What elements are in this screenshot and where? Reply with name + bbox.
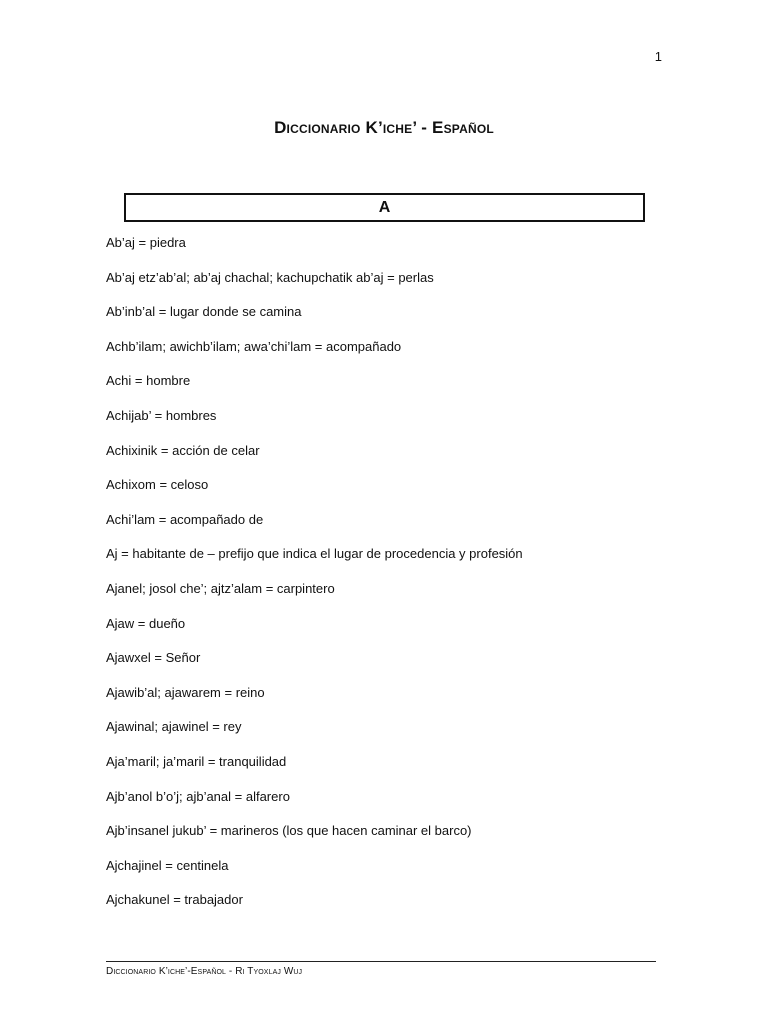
dictionary-entry: Aja’maril; ja’maril = tranquilidad — [106, 753, 287, 769]
dictionary-entry: Achijab’ = hombres — [106, 407, 217, 423]
dictionary-entry: Ajawib’al; ajawarem = reino — [106, 684, 265, 700]
dictionary-entry: Aj = habitante de – prefijo que indica el lugar de procedencia y profesión — [106, 546, 523, 562]
dictionary-entry: Ajawinal; ajawinel = rey — [106, 719, 242, 735]
footer-text: Diccionario K’iche’-Español - Ri Tyoxlaj Wuj — [106, 966, 303, 977]
section-letter-box — [124, 193, 645, 222]
dictionary-entries — [106, 236, 666, 928]
dictionary-entry: Ajawxel = Señor — [106, 650, 201, 666]
dictionary-entry: Ajb’insanel jukub’ = marineros (los que hacen caminar el barco) — [106, 823, 472, 839]
dictionary-entry: Ajanel; josol che’; ajtz’alam = carpintero — [106, 580, 335, 596]
dictionary-entry: Achixinik = acción de celar — [106, 442, 260, 458]
dictionary-entry: Ajaw = dueño — [106, 615, 186, 631]
dictionary-entry: Achb’ilam; awichb’ilam; awa’chi’lam = acompañado — [106, 338, 402, 354]
dictionary-entry: Achixom = celoso — [106, 477, 209, 493]
dictionary-entry: Achi’lam = acompañado de — [106, 511, 264, 527]
footer-rule — [106, 961, 656, 962]
page-number: 1 — [654, 49, 662, 64]
section-letter: A — [378, 198, 391, 216]
document-title: Diccionario K’iche’ - Español — [274, 118, 494, 137]
dictionary-entry: Ab’aj etz’ab’al; ab’aj chachal; kachupchatik ab’aj = perlas — [106, 269, 434, 285]
dictionary-entry: Ab’inb’al = lugar donde se camina — [106, 304, 302, 320]
dictionary-entry: Achi = hombre — [106, 373, 191, 389]
dictionary-entry: Ajchakunel = trabajador — [106, 892, 243, 908]
dictionary-entry: Ab’aj = piedra — [106, 235, 186, 250]
dictionary-entry: Ajchajinel = centinela — [106, 857, 229, 873]
dictionary-entry: Ajb’anol b’o’j; ajb’anal = alfarero — [106, 788, 290, 804]
